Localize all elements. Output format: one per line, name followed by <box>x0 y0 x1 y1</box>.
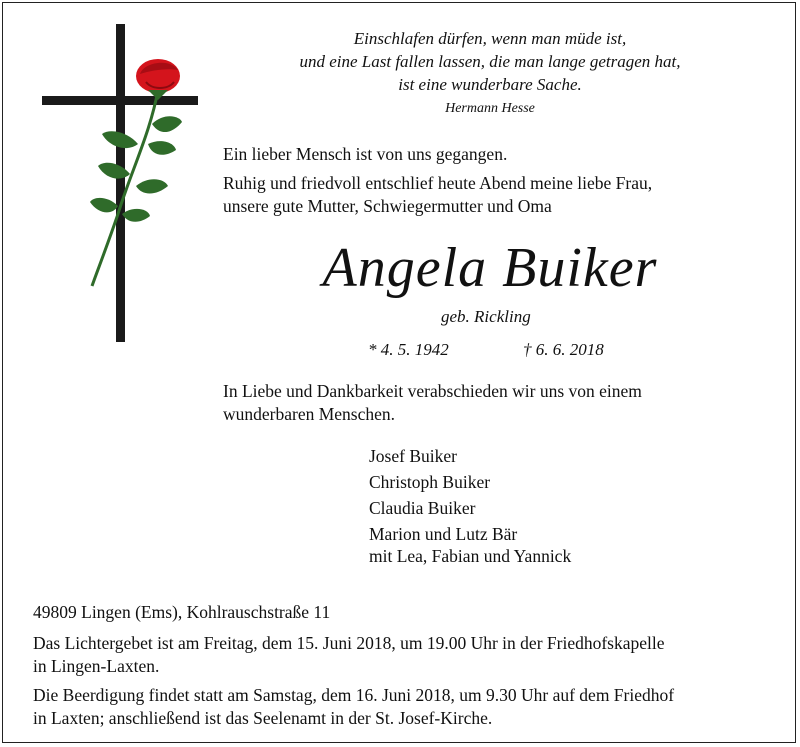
farewell-line: wunderbaren Menschen. <box>223 404 396 424</box>
mourners-list <box>369 443 571 567</box>
birth-date: * 4. 5. 1942 <box>368 340 449 359</box>
intro-line: Ein lieber Mensch ist von uns gegangen. <box>223 144 508 164</box>
intro-line: Ruhig und friedvoll entschlief heute Abend meine liebe Frau, <box>223 173 653 193</box>
mourner: mit Lea, Fabian und Yannick <box>369 546 572 566</box>
quote-line: ist eine wunderbare Sache. <box>398 75 582 94</box>
intro-line: unsere gute Mutter, Schwiegermutter und Oma <box>223 196 552 216</box>
mourner: Josef Buiker <box>369 446 457 466</box>
deceased-name: Angela Buiker <box>322 237 658 299</box>
ceremony-line: Das Lichtergebet ist am Freitag, dem 15. Juni 2018, um 19.00 Uhr in der Friedhofskapelle <box>33 633 665 653</box>
death-date: † 6. 6. 2018 <box>523 340 604 359</box>
mourner: Claudia Buiker <box>369 498 476 518</box>
quote-line: und eine Last fallen lassen, die man lange getragen hat, <box>299 52 681 71</box>
funeral-line: Die Beerdigung findet statt am Samstag, dem 16. Juni 2018, um 9.30 Uhr auf dem Friedhof <box>33 685 675 705</box>
rose-icon <box>136 59 180 100</box>
funeral-line: in Laxten; anschließend ist das Seelenamt in der St. Josef-Kirche. <box>33 708 493 728</box>
birth-name: geb. Rickling <box>441 307 531 326</box>
cross-with-rose-icon <box>40 24 205 344</box>
mourner: Christoph Buiker <box>369 472 491 492</box>
cross-icon <box>116 24 125 342</box>
ceremony-line: in Lingen-Laxten. <box>33 656 160 676</box>
farewell-line: In Liebe und Dankbarkeit verabschieden wir uns von einem <box>223 381 642 401</box>
mourner: Marion und Lutz Bär <box>369 524 518 544</box>
address: 49809 Lingen (Ems), Kohlrauschstraße 11 <box>33 602 331 622</box>
quote-line: Einschlafen dürfen, wenn man müde ist, <box>353 29 627 48</box>
quote-author: Hermann Hesse <box>445 101 535 116</box>
